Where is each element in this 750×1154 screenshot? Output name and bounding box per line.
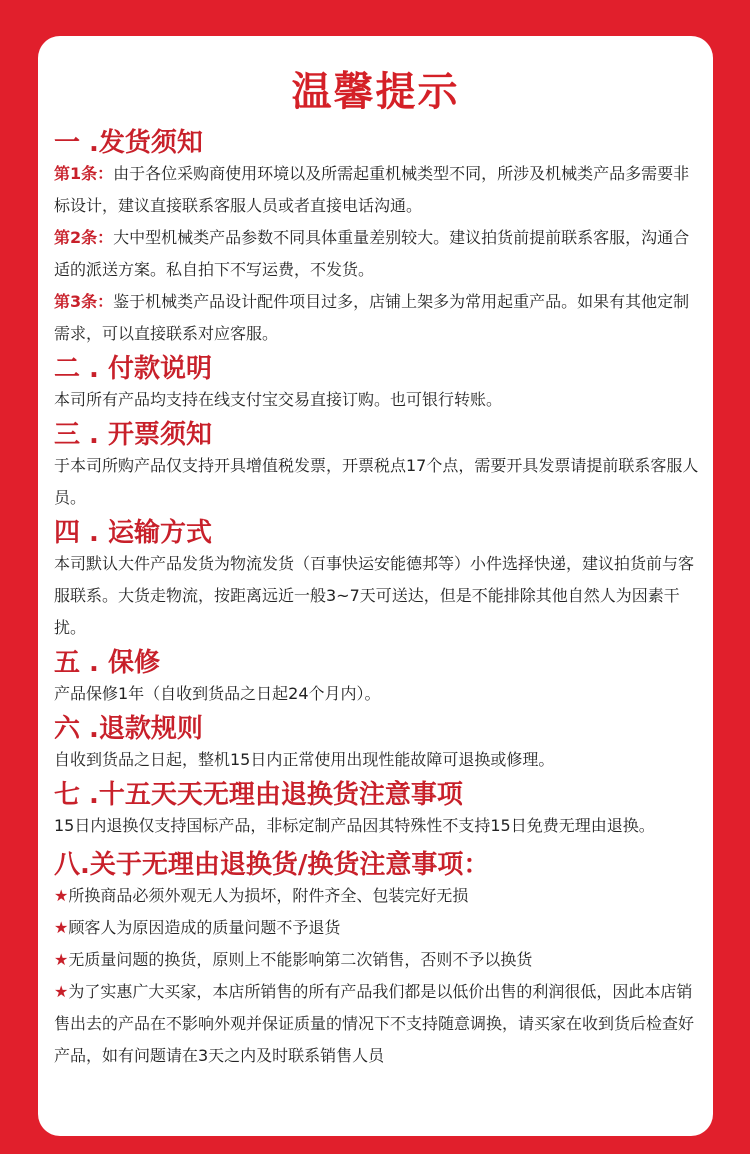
bullet-text: 所换商品必须外观无人为损坏，附件齐全、包装完好无损 [68,886,469,905]
warranty-text: 产品保修1年（自收到货品之日起24个月内）。 [54,684,381,703]
star-icon: ★ [54,918,69,937]
bullet-text: 顾客人为原因造成的质量问题不予退货 [68,918,341,937]
section-heading-shipping: 一 .发货须知 [54,128,203,158]
section-heading-15day-return: 七 .十五天天无理由退换货注意事项 [54,780,463,810]
bullet-text: 为了实惠广大买家，本店所销售的所有产品我们都是以低价出售的利润很低，因此本店销售出去的产品在不影响外观并保证质量的情况下不支持随意调换，请买家在收到货后检查好产品，如有问题请在3天之内及时联系销售人员 [54,982,695,1065]
exchange-bullet [54,912,701,944]
rule-label: 第3条： [54,292,114,311]
section-heading-warranty: 五 . 保修 [54,648,160,678]
section-heading-invoice: 三 . 开票须知 [54,420,212,450]
exchange-bullet [54,944,701,976]
rule-text: 大中型机械类产品参数不同具体重量差别较大。建议拍货前提前联系客服，沟通合适的派送方案。私自拍下不写运费，不发货。 [54,228,690,279]
invoice-text: 于本司所购产品仅支持开具增值税发票，开票税点17个点，需要开具发票请提前联系客服人员。 [54,456,699,507]
transport-text: 本司默认大件产品发货为物流发货（百事快运安能德邦等）小件选择快递，建议拍货前与客服联系。大货走物流，按距离远近一般3~7天可送达，但是不能排除其他自然人为因素干扰。 [54,554,695,637]
page-title: 温馨提示 [291,69,460,115]
section-heading-refund: 六 .退款规则 [54,714,203,744]
shipping-rule-3 [54,286,701,350]
refund-text: 自收到货品之日起，整机15日内正常使用出现性能故障可退换或修理。 [54,750,555,769]
rule-label: 第2条： [54,228,114,247]
star-icon: ★ [54,982,69,1001]
exchange-bullet [54,976,701,1072]
rule-label: 第1条： [54,164,114,183]
section-heading-transport: 四 . 运输方式 [54,518,212,548]
notice-card [38,36,713,1136]
bullet-text: 无质量问题的换货，原则上不能影响第二次销售，否则不予以换货 [68,950,533,969]
section-heading-exchange-notes: 八.关于无理由退换货/换货注意事项： [54,850,490,880]
section-heading-payment: 二 . 付款说明 [54,354,212,384]
rule-text: 鉴于机械类产品设计配件项目过多，店铺上架多为常用起重产品。如果有其他定制需求，可以直接联系对应客服。 [54,292,690,343]
exchange-bullet [54,880,701,912]
return-15day-text: 15日内退换仅支持国标产品，非标定制产品因其特殊性不支持15日免费无理由退换。 [54,816,655,835]
rule-text: 由于各位采购商使用环境以及所需起重机械类型不同，所涉及机械类产品多需要非标设计，建议直接联系客服人员或者直接电话沟通。 [54,164,690,215]
shipping-rule-2 [54,222,701,286]
star-icon: ★ [54,950,69,969]
payment-text: 本司所有产品均支持在线支付宝交易直接订购。也可银行转账。 [54,390,503,409]
star-icon: ★ [54,886,69,905]
notice-content [54,128,701,1072]
shipping-rule-1 [54,158,701,222]
